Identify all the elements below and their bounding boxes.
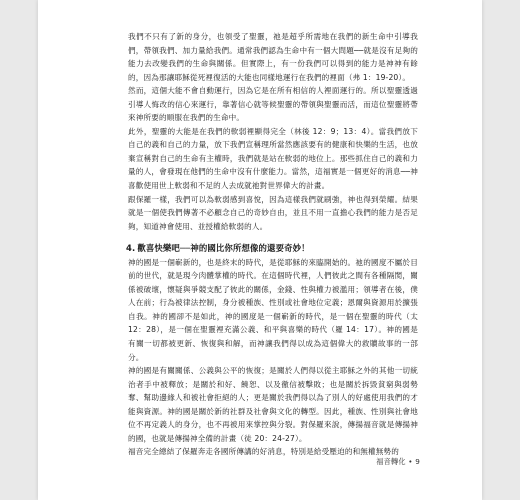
section-number: 4.	[126, 243, 136, 254]
page-footer	[376, 457, 420, 467]
page-content	[128, 30, 418, 459]
page-number: 9	[415, 457, 420, 466]
book-page	[38, 0, 482, 500]
paragraph-rejoice-in-weakness: 跟保羅一樣，我們可以為軟弱感到喜悅，因為這樣我們就刷強，神也得到榮耀。結果就是一個使我們傳著不必顧念自己的奇妙自由，並且不用一直擔心我們的能力是否足夠，知道神會使用、並授權給軟弱的人。	[128, 194, 418, 231]
paragraph-power-by-faith: 然而，這個大能不會自動運行，因為它是在所有相信的人裡面運行的。所以聖靈透過引導人悔改的信心來運行，靠著信心就等候聖靈的帶領與聖靈而活，而這位聖靈將帶來神所要的順服在我們的生命中。	[128, 86, 418, 123]
paragraph-kingdom-new-age: 神的國是一個嶄新的，也是終末的時代，是從耶穌的來臨開始的。祂的國度不屬於目前的世代，就是現今肉體掌權的時代。在這個時代裡，人們彼此之間有各種隔閡，關係被破壞，懷疑與爭競支配了彼此的關係，金錢、性與權力被濫用；領導者在後，僕人在前；行為被律法控制，身分被種族、性別或社會地位定義；恩爾與資源用於擴張自我。神的國卻不是如此，神的國度是一個嶄新的時代，是一個在聖靈的時代（太 12：28），是一個在聖靈裡充滿公義、和平與喜樂的時代（羅 14：17）。神的國是有關一切都被更新、恢復與和解，而神讓我們得以成為這個偉大的救贖故事的一部分。	[128, 257, 418, 362]
section-heading	[126, 242, 418, 256]
paragraph-kingdom-restoration: 神的國是有關關係、公義與公平的恢復；是關於人們得以從主耶穌之外的其他一切統治者手中被釋放；是關於和好、饒恕、以及徹信被擊敗；也是關於拆毀貧窮與弱勢奪、幫助邊緣人和被社會拒絕的人；更是關於我們得以為了別人的好處使用我們的才能與資源。神的國是關於新的社群及社會與文化的轉型。因此，種族、性別與社會地位不再定義人的身分，也不再被用來掌控與分裂。對保羅來說，傳揚福音就是傳揚神的國，也就是傳揚神全備的計畫（徒 20：24-27）。	[128, 366, 418, 443]
paragraph-gospel-summary: 福音完全總結了保羅奔走各國所傳講的好消息，特別是給受壓迫的和無權無勢的	[128, 447, 400, 457]
paragraph-power-in-weakness: 此外，聖靈的大能是在我們的軟弱裡顯得完全（林後 12：9；13：4）。當我們放下自己的義和自己的力量，放下我們宣稱理所當然應該要有的健康和快樂的生活，也放棄宣稱對自己的生命有主權時，我們就是站在軟弱的地位上。那些抓住自己的義和力量的人，會發現在他們的生命中沒有什麼能力。當然，這福實是一個更好的消息──神喜歡使用世上軟弱和不足的人去成就祂對世界偉大的計畫。	[128, 126, 418, 191]
section-title: 歡喜快樂吧──神的國比你所想像的還要奇妙！	[137, 243, 310, 254]
footer-book-title: 福音轉化	[376, 457, 406, 466]
footer-separator: •	[408, 457, 413, 466]
paragraph-new-identity: 我們不只有了新的身分，也領受了聖靈，祂是超乎所需地在我們的新生命中引導我們，帶領我們、加力量給我們。通常我們認為生命中有一個大問題──就是沒有足夠的能力去改變我們的生命與關係。但實際上，有一份我們可以得到的能力是神神有餘的，因為那讓耶穌從死裡復活的大能也同樣地運行在我們的裡面（弗 1：19-20）。	[128, 32, 418, 82]
